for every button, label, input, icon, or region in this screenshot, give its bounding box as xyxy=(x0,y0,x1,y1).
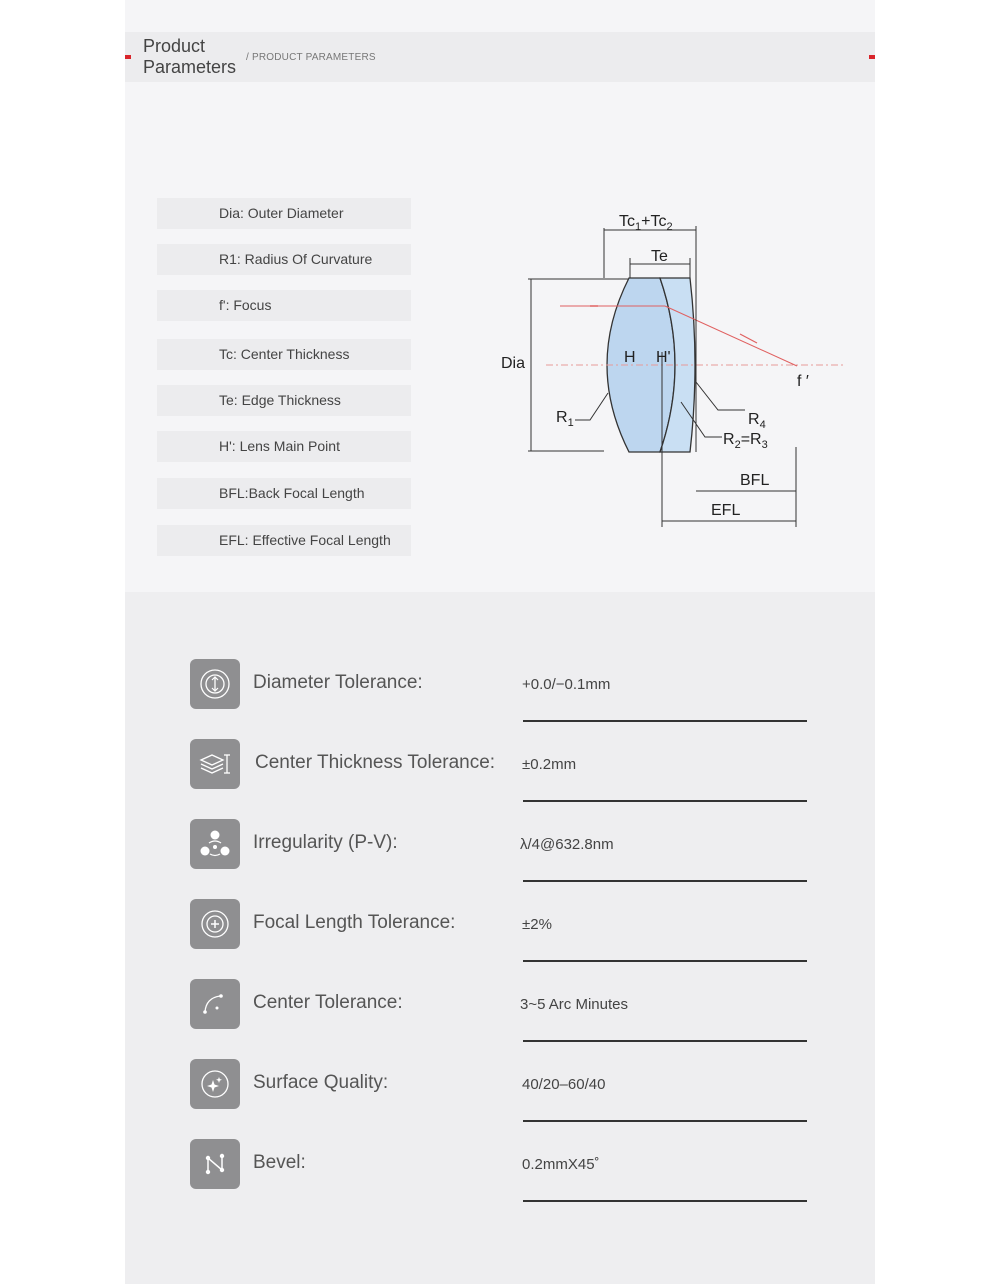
spec-divider xyxy=(523,1040,807,1042)
section-title xyxy=(143,36,236,78)
section-title-line2: Parameters xyxy=(143,57,237,77)
dia-label: Dia xyxy=(501,355,526,372)
spec-row xyxy=(190,979,810,1031)
spec-label: Bevel: xyxy=(253,1152,306,1173)
efl-label: EFL xyxy=(711,502,741,519)
tc-label: $Tc_1+Tc_2$ xyxy=(619,213,673,233)
definition-item: EFL: Effective Focal Length xyxy=(157,525,411,556)
definition-item: Te: Edge Thickness xyxy=(157,385,411,416)
spec-row xyxy=(190,1139,810,1191)
focal-icon xyxy=(190,899,240,949)
accent-mark-left xyxy=(125,55,131,59)
bevel-icon xyxy=(190,1139,240,1189)
accent-mark-right xyxy=(869,55,875,59)
h-label: H xyxy=(624,349,636,366)
spec-label: Diameter Tolerance: xyxy=(253,672,423,693)
definition-item: H': Lens Main Point xyxy=(157,431,411,462)
spec-label: Surface Quality: xyxy=(253,1072,389,1093)
te-label: Te xyxy=(651,248,668,265)
spec-value: ±0.2mm xyxy=(522,756,577,773)
spec-value: +0.0/−0.1mm xyxy=(522,676,611,693)
diameter-icon xyxy=(190,659,240,709)
section-title-line1: Product xyxy=(143,36,206,56)
spec-value: 40/20–60/40 xyxy=(522,1076,606,1093)
r1-label: $R_1$ xyxy=(556,409,574,429)
surface-icon xyxy=(190,1059,240,1109)
spec-divider xyxy=(523,880,807,882)
section-header xyxy=(125,32,875,82)
focus-label: f ′ xyxy=(797,373,809,390)
spec-value: 0.2mmX45˚ xyxy=(522,1156,600,1173)
spec-row xyxy=(190,739,810,791)
definition-item: BFL:Back Focal Length xyxy=(157,478,411,509)
spec-label: Focal Length Tolerance: xyxy=(253,912,456,933)
definition-item: R1: Radius Of Curvature xyxy=(157,244,411,275)
spec-divider xyxy=(523,1200,807,1202)
r4-label: $R_4$ xyxy=(748,411,766,431)
spec-value: λ/4@632.8nm xyxy=(520,836,614,853)
spec-label: Center Tolerance: xyxy=(253,992,403,1013)
definition-item: Dia: Outer Diameter xyxy=(157,198,411,229)
spec-divider xyxy=(523,800,807,802)
spec-label: Center Thickness Tolerance: xyxy=(255,752,496,773)
irregularity-icon xyxy=(190,819,240,869)
spec-row xyxy=(190,899,810,951)
spec-row xyxy=(190,819,810,871)
bfl-label: BFL xyxy=(740,472,770,489)
section-subtitle: / PRODUCT PARAMETERS xyxy=(246,52,376,63)
spec-divider xyxy=(523,960,807,962)
spec-row xyxy=(190,1059,810,1111)
arc-icon xyxy=(190,979,240,1029)
spec-label: Irregularity (P-V): xyxy=(253,832,398,853)
spec-divider xyxy=(523,720,807,722)
lens-diagram xyxy=(490,200,860,540)
definition-item: f': Focus xyxy=(157,290,411,321)
definition-item: Tc: Center Thickness xyxy=(157,339,411,370)
r2-r3-label: $R_2=R_3$ xyxy=(723,431,768,451)
h-prime-label: H' xyxy=(656,349,671,366)
spec-row xyxy=(190,659,810,711)
thickness-icon xyxy=(190,739,240,789)
spec-value: ±2% xyxy=(522,916,552,933)
spec-divider xyxy=(523,1120,807,1122)
spec-value: 3~5 Arc Minutes xyxy=(520,996,628,1013)
